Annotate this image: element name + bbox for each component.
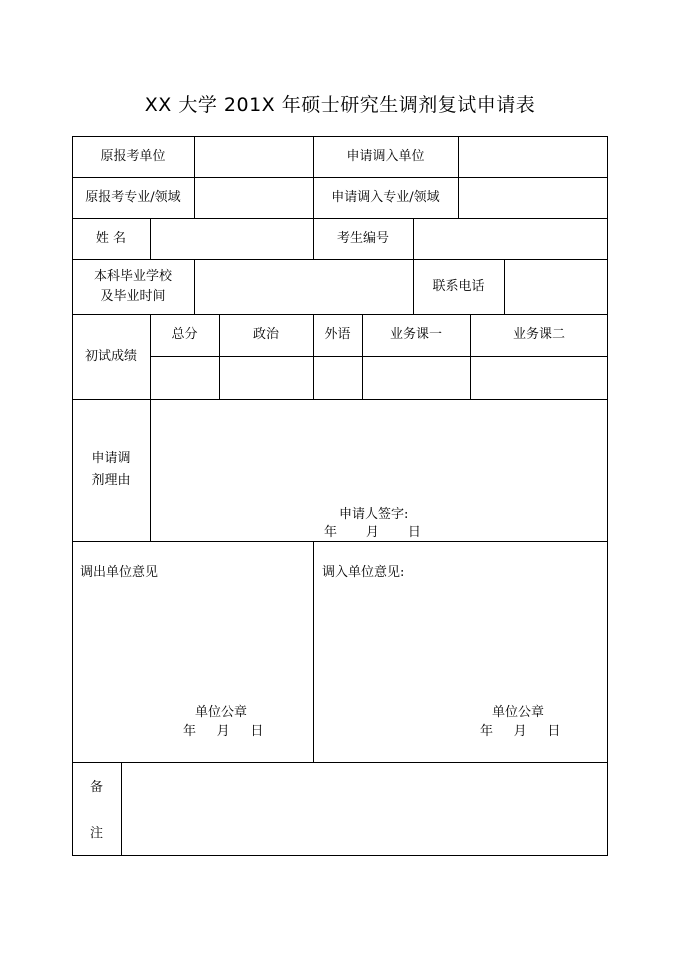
remarks-label-char2: 注 [90, 826, 104, 841]
score-politics-field[interactable] [219, 356, 313, 399]
apply-major-field[interactable] [458, 177, 608, 218]
reason-label-line2: 剂理由 [91, 473, 131, 488]
school-label-line1: 本科毕业学校 [93, 268, 172, 284]
score-header-course1: 业务课一 [389, 327, 442, 342]
out-unit-opinion-label: 调出单位意见 [80, 565, 159, 580]
out-unit-opinion-field[interactable] [72, 581, 313, 701]
applicant-sign-label: 申请人签字: [339, 507, 409, 522]
reason-label [72, 399, 150, 541]
score-header-total: 总分 [171, 327, 198, 342]
out-unit-date: 年 月 日 [183, 724, 264, 739]
reason-date: 年 月 日 [324, 525, 421, 540]
scores-label: 初试成绩 [84, 348, 137, 364]
score-header-politics: 政治 [252, 327, 279, 342]
score-header-course2: 业务课二 [512, 327, 565, 342]
orig-unit-field[interactable] [194, 136, 313, 177]
school-label [72, 259, 194, 314]
exam-no-label: 考生编号 [336, 230, 389, 246]
score-header-language: 外语 [324, 327, 351, 342]
remarks-label-char1: 备 [90, 780, 104, 795]
score-course2-field[interactable] [470, 356, 608, 399]
score-language-field[interactable] [313, 356, 362, 399]
school-field[interactable] [194, 259, 413, 314]
exam-no-field[interactable] [413, 218, 608, 259]
phone-field[interactable] [504, 259, 608, 314]
in-unit-seal: 单位公章 [492, 705, 545, 720]
table-border-bottom [72, 855, 608, 856]
application-form-table [72, 136, 608, 856]
orig-unit-label: 原报考单位 [100, 148, 166, 164]
in-unit-opinion-label: 调入单位意见: [322, 565, 405, 580]
score-total-field[interactable] [150, 356, 219, 399]
in-unit-date: 年 月 日 [480, 724, 561, 739]
out-unit-seal: 单位公章 [195, 705, 248, 720]
apply-unit-field[interactable] [458, 136, 608, 177]
name-field[interactable] [150, 218, 313, 259]
remarks-field[interactable] [122, 763, 607, 855]
school-label-line2: 及毕业时间 [100, 288, 166, 304]
phone-label: 联系电话 [432, 278, 485, 294]
reason-label-line1: 申请调 [91, 451, 131, 466]
apply-major-label: 申请调入专业/领域 [331, 189, 440, 205]
orig-major-label: 原报考专业/领域 [85, 189, 181, 205]
name-label: 姓 名 [95, 230, 127, 246]
apply-unit-label: 申请调入单位 [346, 148, 425, 164]
score-course1-field[interactable] [362, 356, 470, 399]
in-unit-opinion-field[interactable] [314, 581, 607, 701]
form-title: XX 大学 201X 年硕士研究生调剂复试申请表 [144, 94, 536, 116]
orig-major-field[interactable] [194, 177, 313, 218]
